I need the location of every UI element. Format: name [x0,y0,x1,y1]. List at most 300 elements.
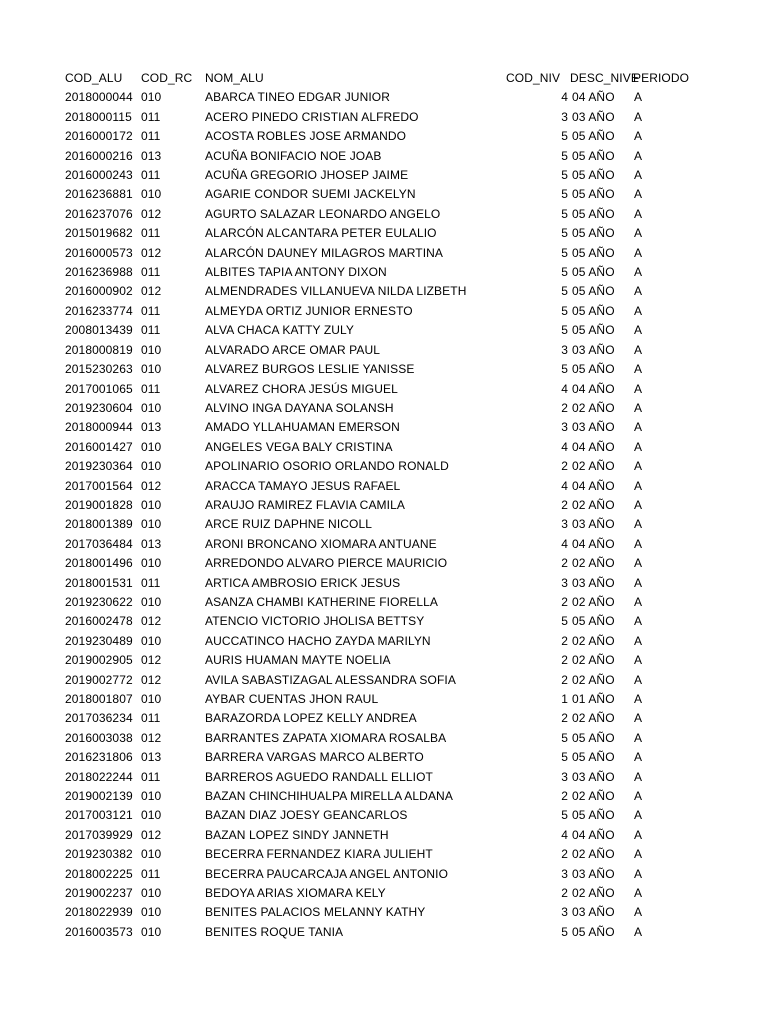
cell-desc-nive: 02 AÑO [572,400,615,415]
cell-cod-rc: 010 [141,847,162,862]
cell-periodo: A [634,459,643,474]
cell-cod-niv: 2 [561,886,568,901]
table-row [0,166,768,185]
table-row [0,612,768,631]
cell-cod-rc: 010 [141,886,162,901]
cell-cod-alu: 2016000216 [65,148,133,163]
cell-desc-nive: 02 AÑO [572,672,615,687]
cell-nom-alu: AMADO YLLAHUAMAN EMERSON [205,420,400,435]
cell-cod-alu: 2018000944 [65,420,133,435]
cell-nom-alu: BENITES PALACIOS MELANNY KATHY [205,905,426,920]
cell-cod-alu: 2018000115 [65,109,132,124]
cell-cod-niv: 5 [561,730,568,745]
cell-cod-niv: 2 [561,789,568,804]
cell-nom-alu: BARREROS AGUEDO RANDALL ELLIOT [205,769,433,784]
cell-periodo: A [634,168,643,183]
table-row [0,923,768,942]
cell-nom-alu: BAZAN CHINCHIHUALPA MIRELLA ALDANA [205,789,453,804]
table-row [0,205,768,224]
cell-desc-nive: 04 AÑO [572,536,615,551]
cell-nom-alu: ACOSTA ROBLES JOSE ARMANDO [205,129,407,144]
cell-cod-alu: 2016236988 [65,265,133,280]
cell-desc-nive: 04 AÑO [572,381,615,396]
cell-nom-alu: BARRANTES ZAPATA XIOMARA ROSALBA [205,730,447,745]
table-row [0,496,768,515]
cell-cod-niv: 5 [561,808,568,823]
cell-desc-nive: 05 AÑO [572,750,615,765]
cell-cod-rc: 010 [141,594,162,609]
cell-cod-niv: 5 [561,362,568,377]
cell-cod-alu: 2018002225 [65,866,133,881]
cell-periodo: A [634,808,643,823]
cell-periodo: A [634,924,643,939]
cell-periodo: A [634,886,643,901]
cell-periodo: A [634,265,643,280]
cell-cod-alu: 2016000573 [65,245,133,260]
cell-cod-rc: 012 [141,206,162,221]
cell-cod-alu: 2016003038 [65,730,133,745]
cell-cod-alu: 2018001496 [65,556,133,571]
table-row [0,593,768,612]
cell-desc-nive: 05 AÑO [572,808,615,823]
cell-cod-rc: 010 [141,187,162,202]
cell-cod-rc: 012 [141,245,162,260]
table-row [0,632,768,651]
table-row [0,865,768,884]
cell-cod-alu: 2016236881 [65,187,133,202]
table-row [0,554,768,573]
cell-cod-alu: 2017001065 [65,381,133,396]
cell-periodo: A [634,187,643,202]
cell-periodo: A [634,362,643,377]
table-row [0,845,768,864]
table-row [0,341,768,360]
cell-desc-nive: 05 AÑO [572,362,615,377]
cell-cod-niv: 3 [561,866,568,881]
cell-desc-nive: 05 AÑO [572,303,615,318]
cell-cod-rc: 012 [141,827,162,842]
cell-cod-rc: 010 [141,90,162,105]
cell-desc-nive: 04 AÑO [572,478,615,493]
cell-cod-niv: 5 [561,129,568,144]
cell-cod-alu: 2019002772 [65,672,133,687]
cell-cod-niv: 2 [561,556,568,571]
cell-nom-alu: ARTICA AMBROSIO ERICK JESUS [205,575,401,590]
table-row [0,768,768,787]
cell-cod-niv: 5 [561,284,568,299]
cell-desc-nive: 05 AÑO [572,924,615,939]
table-row [0,515,768,534]
cell-nom-alu: BENITES ROQUE TANIA [205,924,344,939]
table-row [0,690,768,709]
cell-desc-nive: 05 AÑO [572,226,615,241]
cell-cod-niv: 4 [561,381,568,396]
cell-desc-nive: 05 AÑO [572,265,615,280]
cell-cod-niv: 2 [561,672,568,687]
cell-cod-rc: 012 [141,614,162,629]
cell-cod-niv: 5 [561,924,568,939]
cell-cod-alu: 2016003573 [65,924,133,939]
table-row [0,748,768,767]
table-row [0,574,768,593]
cell-nom-alu: ARREDONDO ALVARO PIERCE MAURICIO [205,556,448,571]
table-row [0,108,768,127]
cell-cod-niv: 5 [561,187,568,202]
cell-periodo: A [634,633,643,648]
cell-cod-alu: 2019230364 [65,459,133,474]
header-cod-niv: COD_NIV [506,71,561,85]
cell-cod-rc: 011 [141,129,161,144]
cell-desc-nive: 05 AÑO [572,168,615,183]
cell-cod-niv: 5 [561,245,568,260]
cell-cod-rc: 010 [141,905,162,920]
cell-cod-niv: 5 [561,614,568,629]
cell-cod-rc: 010 [141,633,162,648]
table-row [0,263,768,282]
cell-cod-alu: 2008013439 [65,323,133,338]
table-row [0,224,768,243]
cell-cod-niv: 2 [561,459,568,474]
cell-cod-alu: 2018001531 [65,575,133,590]
cell-cod-alu: 2016000172 [65,129,133,144]
cell-cod-niv: 3 [561,109,568,124]
cell-nom-alu: ARONI BRONCANO XIOMARA ANTUANE [205,536,437,551]
header-desc-nive: DESC_NIVE [570,71,639,85]
cell-cod-rc: 013 [141,420,162,435]
cell-cod-niv: 3 [561,420,568,435]
cell-periodo: A [634,594,643,609]
cell-cod-rc: 011 [141,866,161,881]
cell-cod-rc: 011 [141,323,161,338]
table-header-row [0,69,768,88]
table-body [0,88,768,942]
cell-cod-rc: 012 [141,672,162,687]
table-row [0,418,768,437]
cell-cod-niv: 4 [561,90,568,105]
cell-cod-niv: 4 [561,478,568,493]
cell-nom-alu: ABARCA TINEO EDGAR JUNIOR [205,90,390,105]
table-row [0,282,768,301]
cell-nom-alu: BARRERA VARGAS MARCO ALBERTO [205,750,424,765]
cell-nom-alu: ALVINO INGA DAYANA SOLANSH [205,400,394,415]
cell-cod-alu: 2018000044 [65,90,133,105]
cell-cod-rc: 011 [141,575,161,590]
cell-nom-alu: ALMENDRADES VILLANUEVA NILDA LIZBETH [205,284,467,299]
cell-desc-nive: 05 AÑO [572,187,615,202]
cell-cod-niv: 3 [561,905,568,920]
table-row [0,709,768,728]
cell-cod-alu: 2019002139 [65,789,133,804]
cell-cod-rc: 010 [141,924,162,939]
cell-desc-nive: 05 AÑO [572,245,615,260]
cell-cod-niv: 1 [561,692,568,706]
cell-periodo: A [634,575,643,590]
header-periodo: PERIODO [633,71,690,85]
cell-periodo: A [634,730,643,745]
cell-cod-niv: 4 [561,439,568,454]
table-row [0,88,768,107]
cell-cod-rc: 011 [141,711,161,726]
cell-periodo: A [634,866,643,881]
cell-periodo: A [634,303,643,318]
cell-periodo: A [634,284,643,299]
cell-cod-niv: 5 [561,168,568,183]
table-row [0,302,768,321]
cell-cod-niv: 5 [561,303,568,318]
cell-desc-nive: 02 AÑO [572,886,615,901]
cell-cod-niv: 5 [561,226,568,241]
cell-cod-niv: 3 [561,575,568,590]
cell-nom-alu: ALVAREZ BURGOS LESLIE YANISSE [205,362,415,377]
table-row [0,438,768,457]
cell-periodo: A [634,905,643,920]
table-row [0,826,768,845]
cell-nom-alu: ASANZA CHAMBI KATHERINE FIORELLA [205,594,439,609]
cell-cod-alu: 2017036234 [65,711,133,726]
cell-cod-alu: 2019002905 [65,653,133,668]
cell-periodo: A [634,323,643,338]
cell-desc-nive: 02 AÑO [572,789,615,804]
cell-nom-alu: BECERRA PAUCARCAJA ANGEL ANTONIO [205,866,449,881]
cell-cod-niv: 5 [561,206,568,221]
cell-cod-alu: 2019230604 [65,400,133,415]
cell-cod-alu: 2019230622 [65,594,133,609]
table-row [0,244,768,263]
cell-periodo: A [634,439,643,454]
cell-periodo: A [634,711,643,726]
cell-cod-alu: 2018022939 [65,905,133,920]
cell-periodo: A [634,789,643,804]
cell-cod-alu: 2017036484 [65,536,133,551]
cell-cod-alu: 2017039929 [65,827,133,842]
cell-cod-niv: 5 [561,148,568,163]
table-row [0,535,768,554]
cell-cod-rc: 010 [141,459,162,474]
cell-nom-alu: AURIS HUAMAN MAYTE NOELIA [205,653,391,668]
cell-cod-niv: 2 [561,594,568,609]
cell-cod-niv: 5 [561,323,568,338]
cell-cod-alu: 2017001564 [65,478,133,493]
cell-cod-niv: 3 [561,769,568,784]
cell-nom-alu: AUCCATINCO HACHO ZAYDA MARILYN [205,633,431,648]
cell-cod-rc: 010 [141,497,162,512]
cell-desc-nive: 05 AÑO [572,129,615,144]
cell-nom-alu: APOLINARIO OSORIO ORLANDO RONALD [205,459,449,474]
cell-periodo: A [634,148,643,163]
cell-periodo: A [634,692,643,706]
cell-cod-alu: 2016000902 [65,284,133,299]
cell-nom-alu: ALBITES TAPIA ANTONY DIXON [205,265,387,280]
cell-periodo: A [634,847,643,862]
cell-cod-alu: 2017003121 [65,808,133,823]
cell-cod-rc: 011 [141,265,161,280]
table-row [0,147,768,166]
cell-cod-niv: 2 [561,711,568,726]
cell-periodo: A [634,536,643,551]
cell-cod-alu: 2019230382 [65,847,133,862]
cell-periodo: A [634,827,643,842]
cell-cod-rc: 012 [141,653,162,668]
cell-periodo: A [634,672,643,687]
cell-nom-alu: ALVAREZ CHORA JESÚS MIGUEL [205,381,398,396]
cell-nom-alu: AVILA SABASTIZAGAL ALESSANDRA SOFIA [205,672,456,687]
cell-nom-alu: AGURTO SALAZAR LEONARDO ANGELO [205,206,441,221]
table-row [0,399,768,418]
cell-cod-rc: 010 [141,692,162,706]
cell-desc-nive: 02 AÑO [572,711,615,726]
table-row [0,903,768,922]
cell-cod-rc: 012 [141,284,162,299]
header-cod-rc: COD_RC [141,71,193,85]
cell-nom-alu: ATENCIO VICTORIO JHOLISA BETTSY [205,614,425,629]
cell-cod-alu: 2016237076 [65,206,133,221]
cell-cod-rc: 010 [141,556,162,571]
cell-periodo: A [634,381,643,396]
cell-desc-nive: 05 AÑO [572,614,615,629]
cell-nom-alu: ALARCÓN DAUNEY MILAGROS MARTINA [205,245,444,260]
table-row [0,651,768,670]
cell-nom-alu: ALARCÓN ALCANTARA PETER EULALIO [205,226,437,241]
table-row [0,884,768,903]
cell-nom-alu: ARACCA TAMAYO JESUS RAFAEL [205,478,401,493]
cell-desc-nive: 04 AÑO [572,827,615,842]
cell-desc-nive: 05 AÑO [572,730,615,745]
cell-cod-alu: 2018000819 [65,342,133,357]
cell-cod-alu: 2015019682 [65,226,133,241]
cell-cod-alu: 2018001807 [65,692,133,706]
cell-cod-rc: 011 [141,109,161,124]
cell-cod-niv: 2 [561,497,568,512]
cell-desc-nive: 02 AÑO [572,653,615,668]
cell-nom-alu: BARAZORDA LOPEZ KELLY ANDREA [205,711,417,726]
cell-cod-rc: 011 [141,769,161,784]
cell-cod-rc: 011 [141,168,161,183]
cell-periodo: A [634,556,643,571]
cell-desc-nive: 03 AÑO [572,905,615,920]
cell-cod-alu: 2015230263 [65,362,133,377]
cell-desc-nive: 04 AÑO [572,90,615,105]
cell-nom-alu: ACUÑA GREGORIO JHOSEP JAIME [205,168,409,183]
cell-nom-alu: BAZAN DIAZ JOESY GEANCARLOS [205,808,408,823]
cell-periodo: A [634,769,643,784]
table-row [0,671,768,690]
cell-cod-alu: 2019230489 [65,633,133,648]
cell-desc-nive: 02 AÑO [572,459,615,474]
cell-desc-nive: 02 AÑO [572,594,615,609]
cell-cod-rc: 012 [141,478,162,493]
table-row [0,321,768,340]
cell-cod-niv: 5 [561,750,568,765]
cell-cod-rc: 012 [141,730,162,745]
cell-cod-rc: 010 [141,517,162,532]
cell-cod-alu: 2019001828 [65,497,133,512]
cell-nom-alu: ALVA CHACA KATTY ZULY [205,323,355,338]
cell-nom-alu: ACUÑA BONIFACIO NOE JOAB [205,148,382,163]
cell-nom-alu: ANGELES VEGA BALY CRISTINA [205,439,393,454]
cell-desc-nive: 01 AÑO [572,692,615,706]
cell-nom-alu: BEDOYA ARIAS XIOMARA KELY [205,886,386,901]
cell-desc-nive: 03 AÑO [572,109,615,124]
cell-cod-rc: 010 [141,342,162,357]
table-row [0,360,768,379]
cell-desc-nive: 02 AÑO [572,847,615,862]
table-row [0,380,768,399]
table-row [0,787,768,806]
cell-periodo: A [634,245,643,260]
cell-desc-nive: 02 AÑO [572,556,615,571]
cell-periodo: A [634,420,643,435]
cell-cod-alu: 2016001427 [65,439,133,454]
cell-nom-alu: ALMEYDA ORTIZ JUNIOR ERNESTO [205,303,413,318]
cell-cod-rc: 011 [141,226,161,241]
cell-cod-alu: 2019002237 [65,886,133,901]
cell-desc-nive: 05 AÑO [572,206,615,221]
cell-cod-alu: 2018001389 [65,517,133,532]
cell-cod-rc: 010 [141,439,162,454]
cell-periodo: A [634,400,643,415]
cell-periodo: A [634,497,643,512]
cell-periodo: A [634,517,643,532]
table-row [0,729,768,748]
cell-cod-niv: 2 [561,847,568,862]
cell-cod-rc: 011 [141,303,161,318]
cell-cod-rc: 010 [141,400,162,415]
cell-desc-nive: 05 AÑO [572,148,615,163]
cell-periodo: A [634,342,643,357]
cell-cod-rc: 013 [141,148,162,163]
cell-nom-alu: ACERO PINEDO CRISTIAN ALFREDO [205,109,419,124]
cell-nom-alu: ALVARADO ARCE OMAR PAUL [205,342,381,357]
cell-nom-alu: ARAUJO RAMIREZ FLAVIA CAMILA [205,497,405,512]
cell-desc-nive: 03 AÑO [572,769,615,784]
cell-cod-rc: 013 [141,536,162,551]
cell-desc-nive: 05 AÑO [572,284,615,299]
cell-periodo: A [634,109,643,124]
cell-nom-alu: BAZAN LOPEZ SINDY JANNETH [205,827,389,842]
cell-desc-nive: 02 AÑO [572,633,615,648]
cell-cod-alu: 2016002478 [65,614,133,629]
cell-periodo: A [634,129,643,144]
cell-cod-alu: 2016233774 [65,303,133,318]
cell-periodo: A [634,226,643,241]
cell-cod-alu: 2018022244 [65,769,133,784]
cell-cod-alu: 2016231806 [65,750,133,765]
cell-cod-alu: 2016000243 [65,168,133,183]
cell-periodo: A [634,90,643,105]
cell-cod-niv: 4 [561,827,568,842]
cell-desc-nive: 03 AÑO [572,575,615,590]
table-row [0,185,768,204]
cell-nom-alu: AGARIE CONDOR SUEMI JACKELYN [205,187,416,202]
cell-cod-rc: 013 [141,750,162,765]
cell-cod-rc: 010 [141,808,162,823]
cell-cod-niv: 2 [561,633,568,648]
cell-cod-rc: 010 [141,362,162,377]
cell-desc-nive: 05 AÑO [572,323,615,338]
cell-cod-rc: 011 [141,381,161,396]
table-row [0,477,768,496]
cell-periodo: A [634,750,643,765]
table-row [0,457,768,476]
cell-desc-nive: 02 AÑO [572,497,615,512]
cell-cod-niv: 3 [561,342,568,357]
cell-periodo: A [634,478,643,493]
cell-desc-nive: 04 AÑO [572,439,615,454]
student-table [0,69,768,942]
cell-desc-nive: 03 AÑO [572,420,615,435]
cell-desc-nive: 03 AÑO [572,517,615,532]
cell-desc-nive: 03 AÑO [572,342,615,357]
